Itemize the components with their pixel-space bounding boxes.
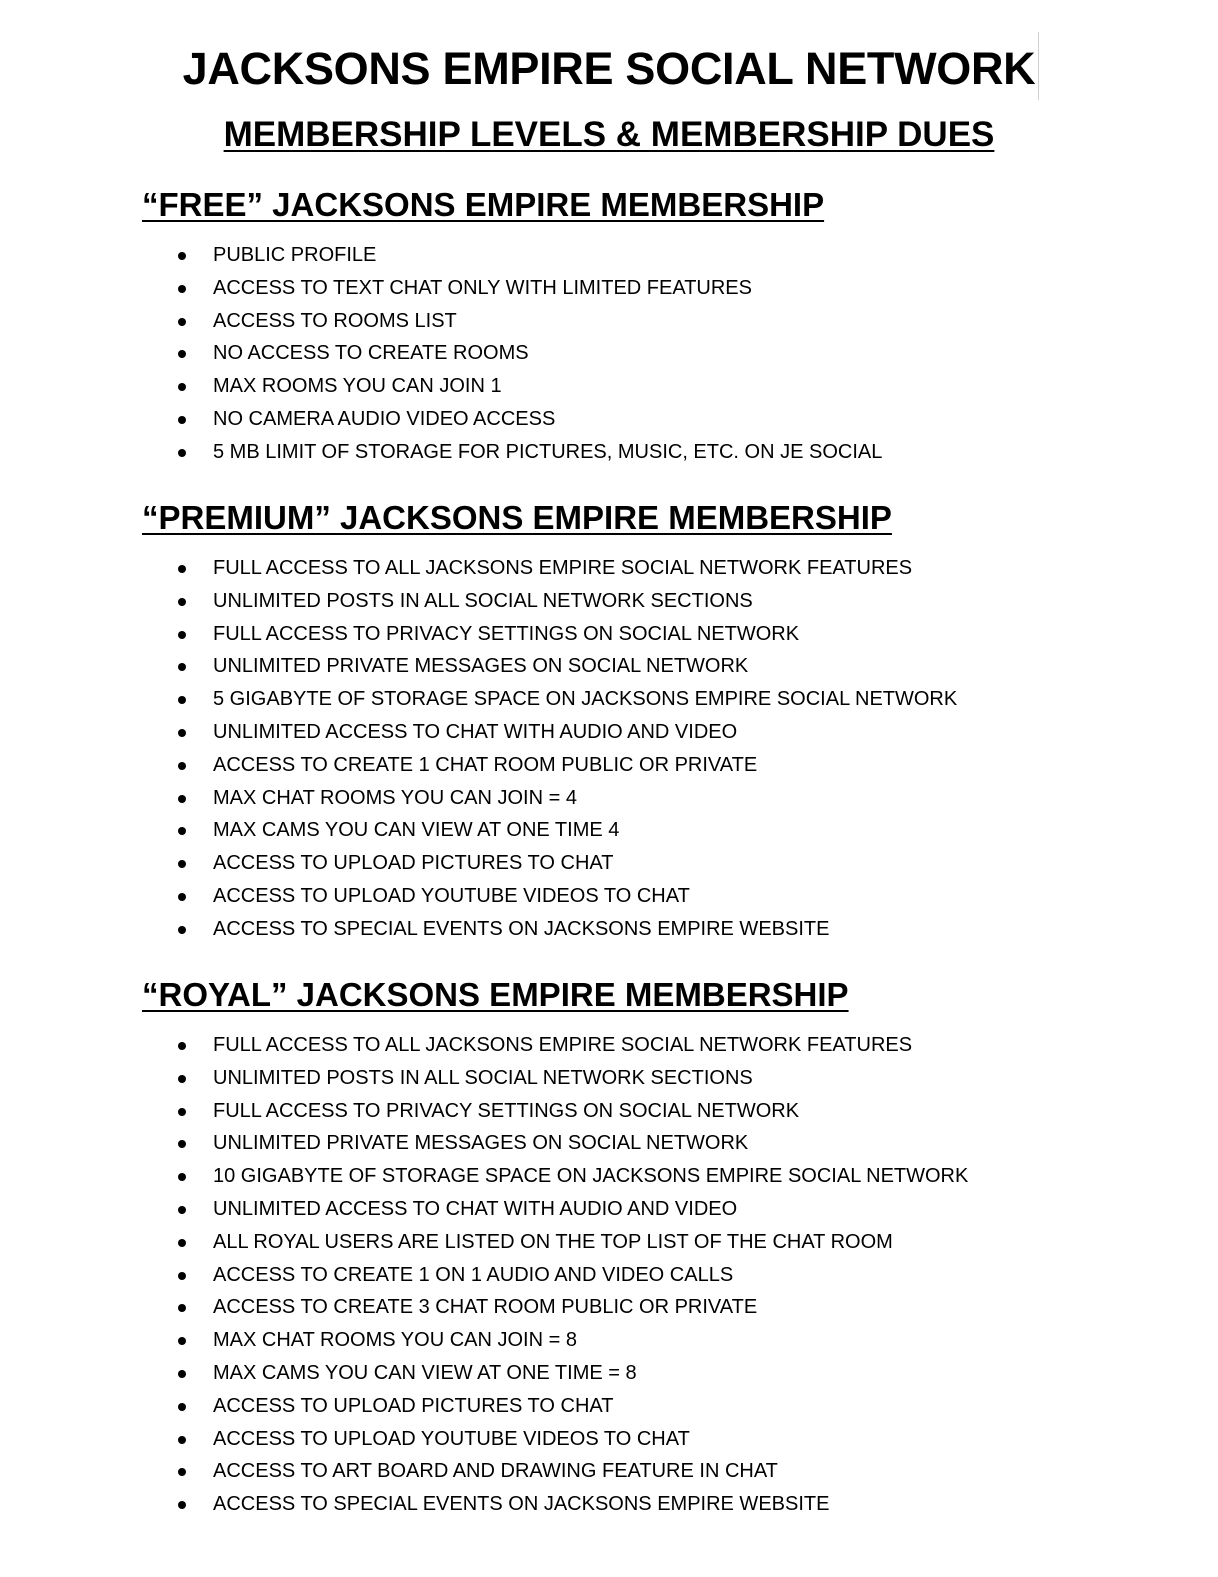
list-item-text: ACCESS TO UPLOAD YOUTUBE VIDEOS TO CHAT <box>213 884 690 907</box>
list-item <box>142 716 1142 749</box>
list-item <box>142 585 1142 618</box>
bullet-icon <box>178 1272 186 1280</box>
bullet-icon <box>178 565 186 573</box>
list-item-text: MAX CHAT ROOMS YOU CAN JOIN = 8 <box>213 1329 577 1352</box>
list-item-text: ACCESS TO TEXT CHAT ONLY WITH LIMITED FEATURES <box>213 276 752 299</box>
list-item <box>142 880 1142 913</box>
list-item-text: ACCESS TO ART BOARD AND DRAWING FEATURE IN CHAT <box>213 1460 778 1483</box>
list-item <box>142 749 1142 782</box>
bullet-icon <box>178 1436 186 1444</box>
list-item <box>142 1259 1142 1292</box>
list-item <box>142 1095 1142 1128</box>
list-item-text: 5 GIGABYTE OF STORAGE SPACE ON JACKSONS EMPIRE SOCIAL NETWORK <box>213 688 958 711</box>
list-item-text: 10 GIGABYTE OF STORAGE SPACE ON JACKSONS EMPIRE SOCIAL NETWORK <box>213 1165 969 1188</box>
list-item-text: ACCESS TO UPLOAD PICTURES TO CHAT <box>213 1394 614 1417</box>
list-item-text: MAX CAMS YOU CAN VIEW AT ONE TIME 4 <box>213 819 620 842</box>
bullet-icon <box>178 827 186 835</box>
section-heading-royal <box>142 973 1142 1017</box>
bullet-icon <box>178 1042 186 1050</box>
list-item <box>142 1357 1142 1390</box>
bullet-icon <box>178 1140 186 1148</box>
list-item-text: FULL ACCESS TO PRIVACY SETTINGS ON SOCIAL NETWORK <box>213 622 800 645</box>
feature-list-royal <box>142 1029 1142 1521</box>
bullet-icon <box>178 1206 186 1214</box>
list-item-text: UNLIMITED ACCESS TO CHAT WITH AUDIO AND VIDEO <box>213 1197 738 1220</box>
bullet-icon <box>178 729 186 737</box>
list-item-text: NO CAMERA AUDIO VIDEO ACCESS <box>213 407 556 430</box>
list-item <box>142 239 1142 272</box>
list-item <box>142 1029 1142 1062</box>
bullet-icon <box>178 350 186 358</box>
feature-list-free <box>142 239 1142 469</box>
bullet-icon <box>178 1304 186 1312</box>
bullet-icon <box>178 893 186 901</box>
bullet-icon <box>178 1370 186 1378</box>
bullet-icon <box>178 598 186 606</box>
list-item-text: UNLIMITED PRIVATE MESSAGES ON SOCIAL NETWORK <box>213 1132 749 1155</box>
section-royal <box>142 973 1142 1521</box>
document-title: JACKSONS EMPIRE SOCIAL NETWORK <box>182 43 1036 94</box>
list-item <box>142 1062 1142 1095</box>
bullet-icon <box>178 631 186 639</box>
list-item <box>142 305 1142 338</box>
list-item-text: ACCESS TO UPLOAD PICTURES TO CHAT <box>213 852 614 875</box>
list-item <box>142 1291 1142 1324</box>
list-item <box>142 1455 1142 1488</box>
list-item <box>142 1423 1142 1456</box>
feature-list-premium <box>142 552 1142 946</box>
list-item <box>142 913 1142 946</box>
list-item <box>142 1226 1142 1259</box>
list-item <box>142 552 1142 585</box>
bullet-icon <box>178 1108 186 1116</box>
list-item <box>142 1127 1142 1160</box>
list-item <box>142 618 1142 651</box>
list-item-text: ACCESS TO CREATE 1 ON 1 AUDIO AND VIDEO CALLS <box>213 1263 734 1286</box>
list-item-text: NO ACCESS TO CREATE ROOMS <box>213 342 529 365</box>
bullet-icon <box>178 795 186 803</box>
list-item <box>142 436 1142 469</box>
list-item-text: ALL ROYAL USERS ARE LISTED ON THE TOP LIST OF THE CHAT ROOM <box>213 1230 893 1253</box>
list-item <box>142 683 1142 716</box>
list-item-text: MAX CHAT ROOMS YOU CAN JOIN = 4 <box>213 786 577 809</box>
section-free <box>142 183 1142 469</box>
bullet-icon <box>178 1239 186 1247</box>
list-item-text: FULL ACCESS TO ALL JACKSONS EMPIRE SOCIAL NETWORK FEATURES <box>213 557 913 579</box>
bullet-icon <box>178 318 186 326</box>
bullet-icon <box>178 1403 186 1411</box>
bullet-icon <box>178 696 186 704</box>
list-item <box>142 403 1142 436</box>
list-item <box>142 1193 1142 1226</box>
list-item <box>142 1160 1142 1193</box>
list-item-text: ACCESS TO ROOMS LIST <box>213 309 457 332</box>
list-item <box>142 337 1142 370</box>
bullet-icon <box>178 252 186 260</box>
list-item-text: UNLIMITED POSTS IN ALL SOCIAL NETWORK SECTIONS <box>213 589 753 612</box>
list-item-text: FULL ACCESS TO ALL JACKSONS EMPIRE SOCIAL NETWORK FEATURES <box>213 1034 913 1056</box>
section-heading-text: “FREE” JACKSONS EMPIRE MEMBERSHIP <box>142 186 825 223</box>
bullet-icon <box>178 926 186 934</box>
bullet-icon <box>178 1075 186 1083</box>
list-item-text: ACCESS TO SPECIAL EVENTS ON JACKSONS EMPIRE WEBSITE <box>213 917 830 940</box>
bullet-icon <box>178 449 186 457</box>
list-item <box>142 370 1142 403</box>
section-heading-text: “PREMIUM” JACKSONS EMPIRE MEMBERSHIP <box>142 499 892 536</box>
list-item <box>142 782 1142 815</box>
list-item-text: FULL ACCESS TO PRIVACY SETTINGS ON SOCIAL NETWORK <box>213 1099 800 1122</box>
bullet-icon <box>178 1468 186 1476</box>
list-item <box>142 272 1142 305</box>
bullet-icon <box>178 1501 186 1509</box>
subtitle-text: MEMBERSHIP LEVELS & MEMBERSHIP DUES <box>223 115 995 154</box>
list-item <box>142 814 1142 847</box>
text-cursor <box>1038 32 1039 100</box>
list-item-text: UNLIMITED PRIVATE MESSAGES ON SOCIAL NETWORK <box>213 655 749 678</box>
list-item-text: 5 MB LIMIT OF STORAGE FOR PICTURES, MUSIC, ETC. ON JE SOCIAL <box>213 440 883 463</box>
bullet-icon <box>178 1173 186 1181</box>
section-heading-text: “ROYAL” JACKSONS EMPIRE MEMBERSHIP <box>142 976 849 1013</box>
list-item-text: UNLIMITED POSTS IN ALL SOCIAL NETWORK SECTIONS <box>213 1066 753 1089</box>
list-item-text: MAX CAMS YOU CAN VIEW AT ONE TIME = 8 <box>213 1361 637 1384</box>
list-item <box>142 1324 1142 1357</box>
section-heading-free <box>142 183 1142 227</box>
list-item-text: ACCESS TO UPLOAD YOUTUBE VIDEOS TO CHAT <box>213 1427 690 1450</box>
bullet-icon <box>178 285 186 293</box>
bullet-icon <box>178 383 186 391</box>
bullet-icon <box>178 416 186 424</box>
list-item-text: ACCESS TO CREATE 3 CHAT ROOM PUBLIC OR PRIVATE <box>213 1296 758 1319</box>
list-item <box>142 847 1142 880</box>
section-premium <box>142 496 1142 946</box>
list-item-text: PUBLIC PROFILE <box>213 244 377 266</box>
bullet-icon <box>178 860 186 868</box>
bullet-icon <box>178 1337 186 1345</box>
bullet-icon <box>178 762 186 770</box>
bullet-icon <box>178 663 186 671</box>
section-heading-premium <box>142 496 1142 540</box>
list-item-text: UNLIMITED ACCESS TO CHAT WITH AUDIO AND VIDEO <box>213 720 738 743</box>
list-item <box>142 650 1142 683</box>
document-subtitle <box>0 112 1218 158</box>
list-item-text: MAX ROOMS YOU CAN JOIN 1 <box>213 375 502 398</box>
list-item <box>142 1390 1142 1423</box>
list-item-text: ACCESS TO SPECIAL EVENTS ON JACKSONS EMPIRE WEBSITE <box>213 1493 830 1516</box>
list-item <box>142 1488 1142 1521</box>
list-item-text: ACCESS TO CREATE 1 CHAT ROOM PUBLIC OR PRIVATE <box>213 753 758 776</box>
